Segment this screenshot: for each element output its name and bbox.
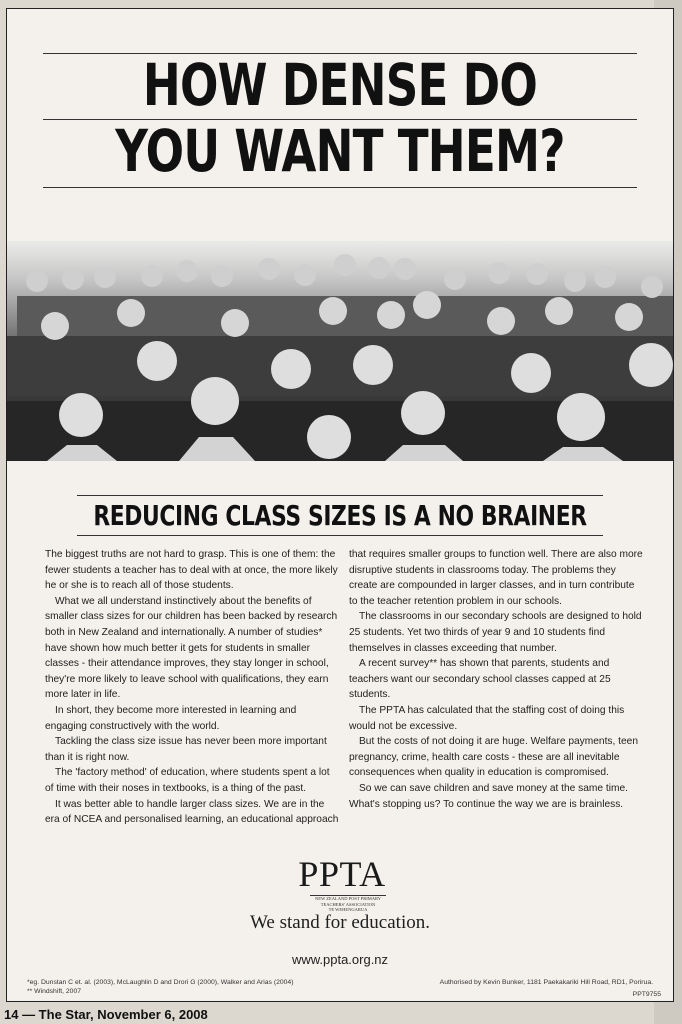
paragraph: A recent survey** has shown that parents, students and teachers want our secondary school classes capped at 25 students.: [349, 658, 611, 701]
subhead-rule-top: [77, 495, 603, 496]
authorisation-statement: Authorised by Kevin Bunker, 1181 Paekakariki Hill Road, RD1, Porirua.: [439, 979, 653, 986]
org-line: TEACHERS' ASSOCIATION: [320, 901, 376, 907]
org-line: TE WEHENGARUA: [328, 907, 368, 912]
paragraph: But the costs of not doing it are huge. Welfare payments, teen pregnancy, crime, health care costs - these are all inevitable consequences when quality in education is compromised.: [349, 736, 639, 779]
body-column-left: [45, 547, 339, 828]
paragraph: What we all understand instinctively about the benefits of smaller class sizes for our children has been backed by research both in New Zealand and internationally. A number of studies* have shown how much better it gets for students in smaller classes - their attendance improves, they stay longer in school, they're more likely to leave school with qualifications, they earn more later in life.: [45, 595, 338, 701]
paragraph: The classrooms in our secondary schools are designed to hold 25 students. Yet two thirds of year 9 and 10 students find themselves in classes exceeding that number.: [349, 611, 642, 654]
paragraph: Tackling the class size issue has never been more important than it is right now.: [45, 736, 327, 763]
ad-code: PPT9755: [632, 991, 661, 998]
ppta-logo-org-name: [303, 896, 393, 913]
website-url: www.ppta.org.nz: [291, 952, 389, 967]
subheadline: REDUCING CLASS SIZES IS A NO BRAINER: [93, 499, 587, 532]
org-line: NEW ZEALAND POST PRIMARY: [315, 896, 381, 901]
headline-line-2: YOU WANT THEM?: [115, 117, 565, 185]
paragraph: In short, they become more interested in learning and engaging constructively with the world.: [45, 704, 297, 732]
footnote: ** Windshift, 2007: [27, 987, 82, 995]
crowded-classroom-photo: [7, 241, 673, 461]
paragraph: So we can save children and save money at the same time. What's stopping us? To continue the way we are is brainless.: [349, 782, 628, 810]
paragraph: that requires smaller groups to function well. There are also more disruptive students in classrooms today. The problems they create are compounded in larger classes, and in turn contribute to the teacher retention problem in our schools.: [349, 549, 643, 607]
paragraph: It was better able to handle larger class sizes. We are in the era of NCEA and personalised learning, an educational approach: [45, 798, 339, 826]
ppta-logo-wordmark: PPTA: [298, 854, 386, 894]
headline-rule-bottom: [43, 187, 637, 188]
ppta-advertisement: [6, 8, 674, 1002]
body-column-right: [349, 547, 643, 812]
paragraph: The 'factory method' of education, where students spent a lot of time with their noses in textbooks, is a thing of the past.: [45, 767, 330, 794]
paragraph: The biggest truths are not hard to grasp. This is one of them: the fewer students a teacher has to deal with at once, the more likely he or she is to reach all of those students.: [45, 549, 338, 592]
students-illustration: [7, 241, 673, 461]
page-footer: 14 — The Star, November 6, 2008: [4, 1007, 208, 1022]
subhead-rule-bottom: [77, 535, 603, 536]
tagline: We stand for education.: [250, 912, 430, 933]
footnote: *eg. Dunstan C et. al. (2003), McLaughlin D and Drori G (2000), Walker and Arias (2004): [27, 979, 294, 986]
footnotes: [27, 979, 293, 996]
paragraph: The PPTA has calculated that the staffing cost of doing this would not be excessive.: [349, 704, 625, 732]
headline-line-1: HOW DENSE DO: [142, 51, 538, 119]
